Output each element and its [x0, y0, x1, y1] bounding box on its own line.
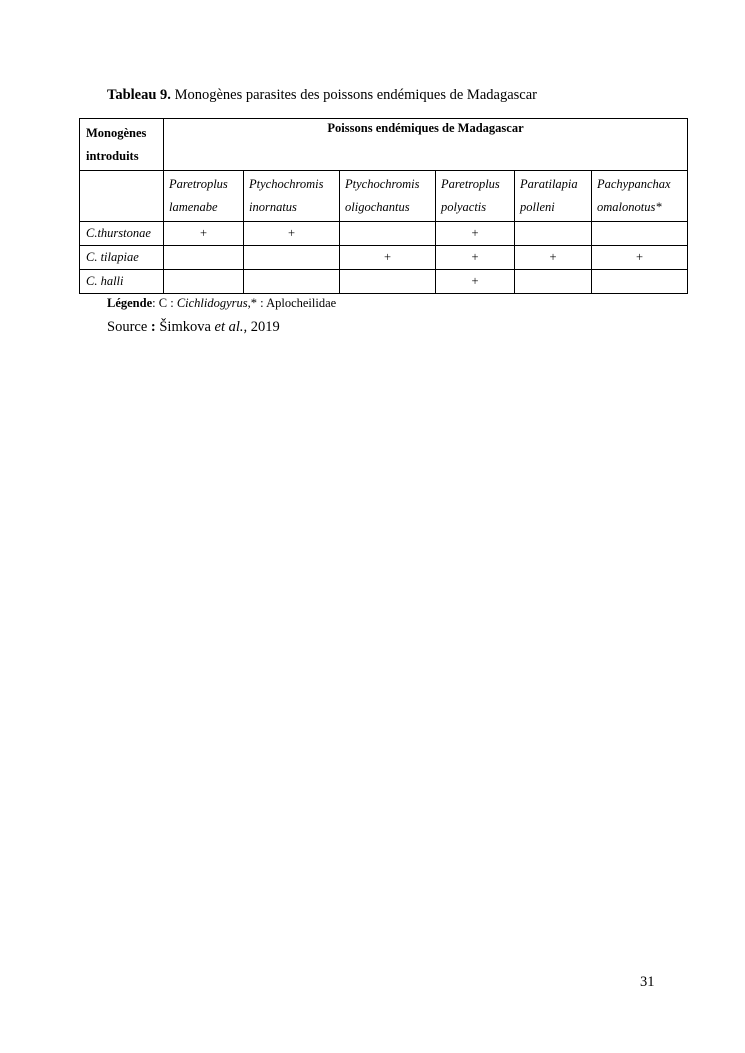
table-source: Source : Šimkova et al., 2019 — [107, 319, 280, 335]
species-header: Paretroplus lamenabe — [164, 171, 244, 222]
species-header: Ptychochromis oligochantus — [340, 171, 436, 222]
table-cell: + — [340, 246, 436, 270]
table-legend: Légende: C : Cichlidogyrus,* : Aplocheilidae — [107, 296, 337, 310]
row-label: C. tilapiae — [80, 246, 164, 270]
table-cell — [515, 222, 592, 246]
header-empty — [80, 171, 164, 222]
table-cell: + — [515, 246, 592, 270]
table-cell: + — [592, 246, 688, 270]
table-cell: + — [164, 222, 244, 246]
header-monogenes: Monogènes introduits — [80, 119, 164, 171]
table-caption — [107, 87, 537, 104]
species-header: Paretroplus polyactis — [436, 171, 515, 222]
monogenes-table — [79, 118, 688, 294]
table-cell: + — [436, 270, 515, 294]
species-header: Paratilapia polleni — [515, 171, 592, 222]
species-header: Pachypanchax omalonotus* — [592, 171, 688, 222]
table-cell — [515, 270, 592, 294]
table-cell — [340, 222, 436, 246]
species-header: Ptychochromis inornatus — [244, 171, 340, 222]
legend-label: Légende — [107, 296, 153, 310]
table-row — [80, 270, 688, 294]
header-poissons: Poissons endémiques de Madagascar — [164, 119, 688, 171]
table-row — [80, 246, 688, 270]
table-cell — [164, 246, 244, 270]
table-cell — [340, 270, 436, 294]
table-cell — [592, 222, 688, 246]
table-cell — [244, 246, 340, 270]
table-cell: + — [436, 246, 515, 270]
row-label: C.thurstonae — [80, 222, 164, 246]
row-label: C. halli — [80, 270, 164, 294]
table-cell — [592, 270, 688, 294]
table-cell: + — [244, 222, 340, 246]
table-row — [80, 222, 688, 246]
page-number: 31 — [640, 974, 655, 990]
table-cell — [164, 270, 244, 294]
legend-genus: Cichlidogyrus — [176, 296, 248, 310]
caption-label: Tableau 9. — [107, 87, 171, 103]
table-cell: + — [436, 222, 515, 246]
caption-text: Monogènes parasites des poissons endémiques de Madagascar — [170, 87, 537, 103]
table-cell — [244, 270, 340, 294]
